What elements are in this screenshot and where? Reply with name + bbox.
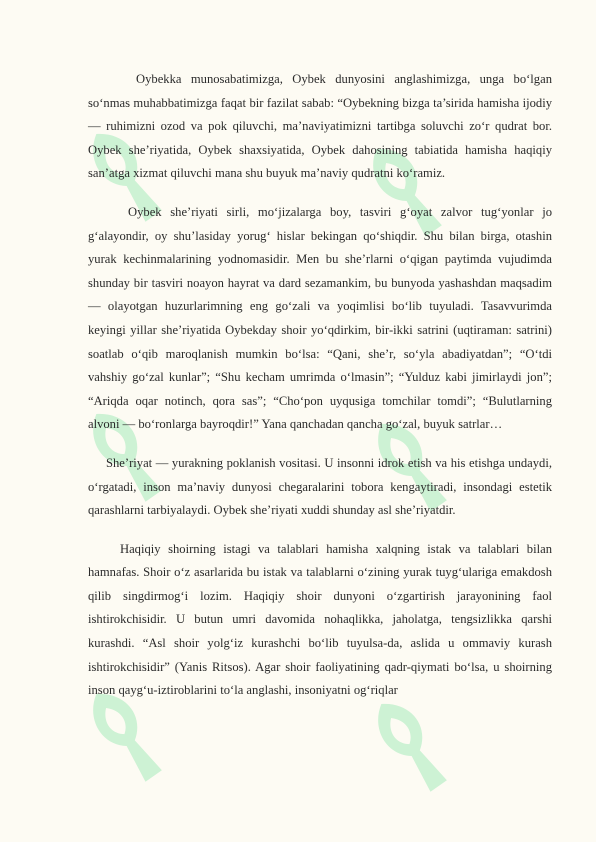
paragraph: She’riyat — yurakning poklanish vositasi. U insonni idrok etish va his etishga undaydi, o‘rgatadi, inson ma’naviy dunyosi chegaralarini tobora kengaytiradi, insondagi estetik qarashlarni tarbiyalaydi. Oybek she’riyati xuddi shunday asl she’riyatdir. [88, 455, 552, 518]
body-text [88, 68, 552, 718]
paragraph: Oybekka munosabatimizga, Oybek dunyosini anglashimizga, unga bo‘lgan so‘nmas muhabbatimizga faqat bir fazilat sabab: “Oybekning bizga ta’sirida hamisha ijodiy — ruhimizni ozod va pok qiluvchi, ma’naviyatimizni tartibga soluvchi zo‘r qudrat bor. Oybek she’riyatida, Oybek shaxsiyatida, Oybek dahosining tabiatida hamisha haqiqiy san’atga xizmat qiluvchi mana shu buyuk ma’naviy qudratni ko‘ramiz. [88, 72, 552, 181]
paragraph: Oybek she’riyati sirli, mo‘jizalarga boy, tasviri g‘oyat zalvor tug‘yonlar jo g‘alayondir, oy shu’lasiday yorug‘ hislar bekingan qo‘shiqdir. Shu bilan birga, otashin yurak kechinmalarining yodnomasidir. Men bu she’rlarni o‘qigan paytimda vujudimda shunday bir tasviri noayon hayrat va dard sezamankim, bu bunyoda yashashdan maqsadim — olayotgan huzurlarimning eng go‘zali va yoqimlisi bo‘lib tuyuladi. Tasavvurimda keyingi yillar she’riyatida Oybekday shoir yo‘qdirkim, bir-ikki satrini (uqtiraman: satrini) soatlab o‘qib maroqlanish mumkin bo‘lsa: “Qani, she’r, so‘yla abadiyatdan”; “O‘tdi vahshiy go‘zal kunlar”; “Shu kecham umrimda o‘lmasin”; “Yulduz kabi jimirlaydi jon”; “Ariqda oqar notinch, qora sas”; “Cho‘pon uyqusiga tomchilar tomdi”; “Bulutlarning alvoni — bo‘ronlarga bayroqdir!” Yana qanchadan qancha go‘zal, buyuk satrlar… [88, 204, 552, 432]
paragraph: Haqiqiy shoirning istagi va talablari hamisha xalqning istak va talablari bilan hamnafas. Shoir o‘z asarlarida bu istak va talablarni o‘zining yurak tuyg‘ulariga emakdosh qilib singdirmog‘i lozim. Haqiqiy shoir dunyoni o‘zgartirish jarayonining faol ishtirokchisidir. U butun umri davomida nohaqlikka, jaholatga, tengsizlikka qarshi kurashdi. “Asl shoir yolg‘iz kurashchi bo‘lib tuyulsa-da, aslida u ommaviy kurash ishtirokchisidir” (Yanis Ritsos). Agar shoir faoliyatining qadr-qiymati bo‘lsa, u shoirning inson qayg‘u-iztiroblarini to‘la anglashi, insoniyatni og‘riqlar [88, 541, 552, 698]
